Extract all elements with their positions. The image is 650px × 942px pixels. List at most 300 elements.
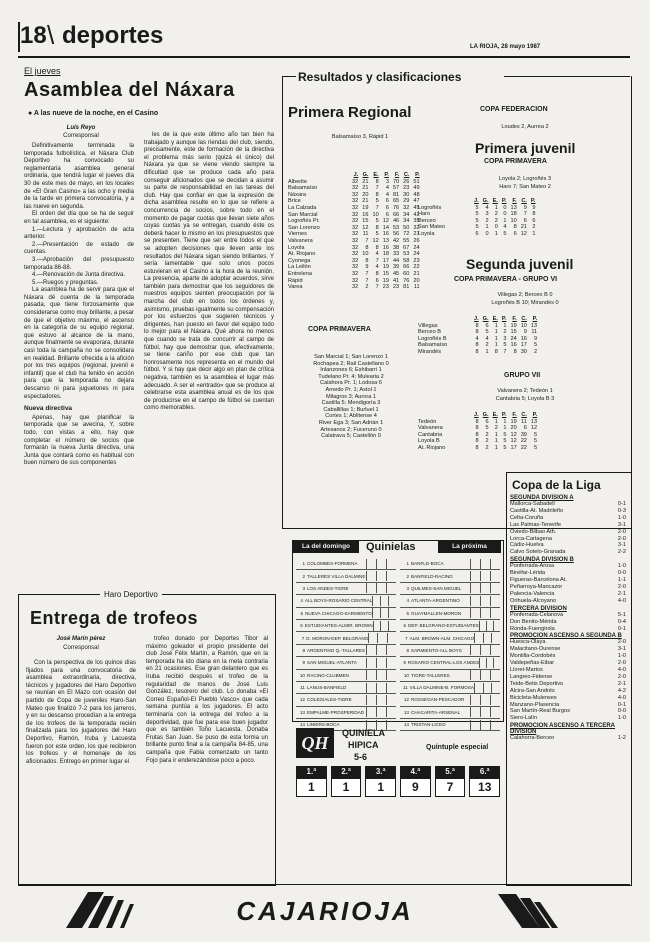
quiniela-box-1[interactable]: [470, 707, 480, 717]
stat-cell: 8: [365, 244, 369, 251]
quiniela-box-2[interactable]: [386, 720, 396, 730]
liga-score: 0-0: [617, 570, 626, 577]
quiniela-box-2[interactable]: [388, 608, 396, 618]
table-header-cell: P.: [501, 198, 507, 204]
stat-cell: 35: [413, 218, 420, 225]
quiniela-box-x[interactable]: [377, 633, 386, 643]
table-header-row: [416, 198, 538, 205]
quiniela-match: EMPALME-PROSPERIDAD: [307, 709, 365, 715]
stat-cell: 13: [530, 418, 538, 425]
table-header-cell: P.: [501, 412, 507, 418]
stat-cell: 21: [413, 270, 420, 277]
liga-section-head: PROMOCION ASCENSO A TERCERA DIVISION: [510, 723, 616, 736]
quiniela-box-2[interactable]: [386, 683, 396, 693]
quiniela-left-column: [296, 558, 396, 731]
stat-cell: 32: [352, 224, 359, 231]
table-row: [416, 329, 539, 336]
quiniela-number: 1: [406, 561, 409, 567]
copa-fed-result: Loudes 2, Aurrea 2: [501, 124, 549, 130]
quiniela-number: 10: [299, 672, 305, 678]
liga-match: Huesca-Olaya: [510, 639, 546, 646]
quiniela-box-2[interactable]: [490, 695, 500, 705]
stat-cell: 4: [485, 335, 489, 342]
quiniela-box-1[interactable]: [470, 596, 480, 606]
table-header-cell: G.: [362, 172, 369, 178]
stat-cell: 4: [375, 264, 379, 271]
team-name: Villegas: [418, 322, 438, 329]
quiniela-box-x[interactable]: [376, 571, 386, 581]
team-name: At. Riojano: [288, 251, 316, 258]
quiniela-box-x[interactable]: [480, 608, 490, 618]
stat-cell: 12: [382, 218, 389, 225]
stat-cell: 16: [510, 342, 517, 349]
stat-cell: 10: [520, 322, 527, 329]
quiniela-box-2[interactable]: [490, 571, 500, 581]
liga-match: Malacitano-Ourense: [510, 646, 561, 653]
stat-cell: 15: [510, 329, 517, 336]
stat-cell: 23: [413, 257, 420, 264]
liga-match: Calahorra-Berceo: [510, 735, 555, 742]
quiniela-box-1[interactable]: [470, 608, 480, 618]
quiniela-match: SAN MIGUEL-ATLANTA: [307, 660, 357, 666]
quiniela-box-2[interactable]: [490, 608, 500, 618]
quiniela-number: 14: [299, 722, 305, 728]
quiniela-box-x[interactable]: [380, 596, 388, 606]
quiniela-box-1[interactable]: [368, 633, 377, 643]
quiniela-number: 3: [302, 585, 305, 591]
stat-cell: 13: [382, 237, 389, 244]
quiniela-box-2[interactable]: [490, 596, 500, 606]
quiniela-box-x[interactable]: [376, 559, 386, 569]
table-row: [416, 419, 539, 426]
stat-cell: 5: [485, 425, 489, 432]
quiniela-match: BANFIELD-RACING: [411, 573, 453, 579]
stat-cell: 10: [362, 251, 369, 258]
liga-match: Ronda-Fuengirola: [510, 625, 555, 632]
stat-cell: 58: [403, 257, 410, 264]
liga-section-head: SEGUNDA DIVISION B: [510, 557, 574, 564]
stat-cell: 7: [375, 257, 379, 264]
liga-score: 1-0: [617, 715, 626, 722]
juvenil1-subtitle: COPA PRIMAVERA: [484, 158, 547, 165]
stat-cell: 8: [494, 348, 498, 355]
trofeos-title: Entrega de trofeos: [30, 608, 199, 628]
quiniela-box-1[interactable]: [366, 695, 376, 705]
liga-score: 2-0: [617, 639, 626, 646]
stat-cell: 5: [475, 211, 479, 218]
table-row: [416, 211, 538, 218]
stat-cell: 6: [485, 418, 489, 425]
team-name: Cyonega: [288, 257, 311, 264]
quiniela-number: 7: [405, 635, 408, 641]
hipica-cell: [296, 766, 327, 797]
table-row: [286, 278, 422, 285]
quiniela-box-x[interactable]: [480, 571, 490, 581]
table-header-cell: [416, 198, 472, 205]
quiniela-box-2[interactable]: [490, 583, 500, 593]
quiniela-row: [400, 694, 500, 706]
results-header: Resultados y clasificaciones: [298, 70, 462, 84]
team-name: La Calzada: [288, 204, 317, 211]
stat-cell: 5: [503, 342, 507, 349]
quiniela-box-1[interactable]: [366, 571, 376, 581]
quiniela-box-x[interactable]: [486, 621, 493, 631]
quiniela-box-1[interactable]: [470, 720, 480, 730]
quiniela-box-1[interactable]: [366, 559, 376, 569]
quiniela-number: 9: [302, 660, 305, 666]
hipica-logo: QH: [296, 728, 334, 758]
stat-cell: 5: [475, 224, 479, 231]
trofeos-kicker: Haro Deportivo: [100, 590, 162, 599]
quiniela-box-2[interactable]: [490, 707, 500, 717]
liga-match-row: [510, 549, 626, 556]
hipica-cell: [435, 766, 466, 797]
quiniela-box-1[interactable]: [366, 670, 376, 680]
quiniela-box-1[interactable]: [470, 583, 480, 593]
liga-match-row: [510, 646, 626, 653]
quiniela-box-2[interactable]: [490, 720, 500, 730]
liga-match-row: [510, 639, 626, 646]
table-row: [286, 231, 422, 238]
copa-liga-list: [510, 494, 626, 742]
liga-score: 0-4: [617, 618, 626, 625]
stat-cell: 30: [403, 191, 410, 198]
stat-cell: 15: [362, 218, 369, 225]
liga-match-row: [510, 626, 626, 633]
stat-cell: 66: [392, 211, 400, 218]
stat-cell: 34: [403, 211, 410, 218]
byline-role: Corresponsal: [63, 133, 99, 139]
quiniela-number: 10: [403, 672, 409, 678]
ad-speed-lines-left: [66, 892, 134, 928]
quiniela-match: VILLA DALMINE-B. FORMOSA: [409, 685, 474, 691]
liga-match: Orihuela-Alcoyano: [510, 597, 557, 604]
stat-cell: 1: [485, 224, 489, 231]
quiniela-number: 8: [302, 647, 305, 653]
table-header-cell: E.: [492, 316, 498, 322]
match-result: Castilla 5; Mendigoría 3: [321, 400, 381, 407]
article-column-1: [24, 143, 134, 523]
quiniela-box-1[interactable]: [470, 670, 480, 680]
stat-cell: 10: [372, 211, 379, 218]
stat-cell: 53: [392, 224, 400, 231]
paragraph: les de la que este último año tan bien ha trabajado y aunque las riendas del club, siendo, precisamente, este de formación de la directiva el problema más serio (quizá el único) del Náxara ya que se viene viendo siempre la dificultad que se produce cada año para conseguir aficionados que se decidan a asumir su parte de responsabilidad en las tareas del club. Hay que confiar en que la expresión de dicha asamblea resulte en lo que se refiere a concurrencia de socios, sobre todo en el momento de pagar cuotas que llevan siete años cuyas cuotas ya se entregan, cuando éste os deberá hacer lo mismo en los presupuestos que se presenten. Tiene que ser entre todos el que se adopten decisiones que lleven ante los resultados del Náxara sigan siendo brillantes. Y sería lamentable que solo unos pocos estuvieran en el Casino a la hora de la reunión. La presencia, aparte de adoptar acuerdos, sirve también para demostrar que los seguidores de nuestros equipos sienten preocupación por la marcha del club en todos los órdenes y, asimismo, pruebas igualmente su compensación por los esfuerzos que sugieren técnicos y dirigentes, han puesto en favor del equipo todo lo mejor para el Náxara. Qué ahora no menos que cuando se trata de concurrir al campo de fútbol, hay que demostrar que, efectivamente, se tiene cariño por ese club que tan honrosamente nos representa en el mundo del fútbol. Y si hay que decir algo en plan de crítica negativa, también es la asamblea el lugar más adecuado. A ser el «entrado» que se produce al celebrarse esta asamblea anual es de los que de producirse en el campo de fútbol se cuentan como memorables.: [144, 132, 274, 412]
quiniela-number: 3: [406, 585, 409, 591]
regional-standings: [286, 172, 422, 291]
quiniela-row: [400, 583, 500, 595]
quiniela-box-1[interactable]: [470, 645, 480, 655]
quiniela-box-x[interactable]: [483, 633, 492, 643]
quiniela-box-2[interactable]: [386, 571, 396, 581]
liga-match-row: [510, 542, 626, 549]
team-name: Haro: [418, 211, 431, 218]
liga-match-row: [510, 619, 626, 626]
quiniela-box-2[interactable]: [388, 621, 396, 631]
quiniela-box-x[interactable]: [480, 720, 490, 730]
stat-cell: 1: [494, 431, 498, 438]
ad-brand: CAJARIOJA: [236, 896, 414, 926]
table-row: [286, 212, 422, 219]
stat-cell: 19: [382, 264, 389, 271]
stat-cell: 7: [375, 185, 379, 192]
stat-cell: 21: [362, 185, 369, 192]
quiniela-match: ALM. BROWN-ALM. CHICAGO: [409, 635, 475, 641]
liga-score: 2-0: [617, 528, 626, 535]
stat-cell: 0: [503, 204, 507, 211]
stat-cell: 16: [382, 244, 389, 251]
quiniela-match: NUEVA CHICAGO-SARMIENTO: [305, 610, 372, 616]
quiniela-box-2[interactable]: [387, 633, 396, 643]
quiniela-left-label: La del domingo: [293, 541, 359, 553]
liga-score: 4-0: [617, 694, 626, 701]
match-result: Caballillas 1; Burluel 1: [323, 406, 379, 413]
liga-match: Lorca-Cartagena: [510, 535, 552, 542]
quiniela-box-1[interactable]: [474, 633, 483, 643]
stat-cell: 9: [534, 335, 538, 342]
quiniela-box-x[interactable]: [480, 559, 490, 569]
stat-cell: 26: [403, 178, 410, 185]
quiniela-box-1[interactable]: [470, 571, 480, 581]
quiniela-box-x[interactable]: [486, 658, 493, 668]
stat-cell: 2: [485, 444, 489, 451]
copa-fed-title: COPA FEDERACION: [480, 106, 548, 113]
quiniela-box-x[interactable]: [376, 645, 386, 655]
quiniela-box-x[interactable]: [380, 621, 388, 631]
stat-cell: 12: [510, 431, 517, 438]
hipica-value: 1: [365, 778, 396, 797]
stat-cell: 32: [403, 204, 410, 211]
quiniela-box-2[interactable]: [386, 670, 396, 680]
stat-cell: 6: [475, 230, 479, 237]
match-result: Rochapea 2; Rail Castellano 0: [313, 360, 389, 367]
hipica-value: 7: [435, 778, 466, 797]
stat-cell: 7: [523, 211, 527, 218]
table-row: [286, 251, 422, 258]
stat-cell: 1: [503, 322, 507, 329]
quiniela-box-x[interactable]: [376, 695, 386, 705]
quiniela-box-x[interactable]: [376, 683, 386, 693]
quiniela-match: TIGRE-TALLERES: [411, 672, 450, 678]
quiniela-box-x[interactable]: [480, 583, 490, 593]
stat-cell: 12: [372, 237, 379, 244]
quiniela-box-x[interactable]: [483, 683, 492, 693]
quiniela-box-1[interactable]: [366, 658, 376, 668]
section-title: deportes: [62, 22, 164, 49]
table-header-cell: J.: [353, 172, 359, 178]
hipica-value: 13: [469, 778, 500, 797]
stat-cell: 7: [365, 277, 369, 284]
team-name: Balsamaíso: [288, 185, 318, 192]
quiniela-box-x[interactable]: [480, 695, 490, 705]
quiniela-box-1[interactable]: [470, 559, 480, 569]
stat-cell: 23: [382, 284, 389, 291]
stat-cell: 12: [530, 425, 538, 432]
trofeos-column-1: [26, 660, 136, 880]
stat-cell: 5: [503, 431, 507, 438]
quiniela-box-2[interactable]: [493, 621, 500, 631]
liga-score: 5-1: [617, 611, 626, 618]
table-header-cell: P.: [384, 172, 389, 178]
stat-cell: 39: [520, 431, 527, 438]
paragraph: 1.—Lectura y aprobación de acta anterior.: [24, 226, 134, 241]
quiniela-box-1[interactable]: [366, 707, 376, 717]
quiniela-row: [400, 670, 500, 682]
stat-cell: 2: [534, 348, 538, 355]
liga-match-row: [510, 735, 626, 742]
stat-cell: 22: [520, 438, 527, 445]
stat-cell: 1: [494, 418, 498, 425]
quiniela-row: [400, 595, 500, 607]
stat-cell: 32: [352, 211, 359, 218]
paragraph: 2.—Presentación de estado de cuentas.: [24, 241, 134, 256]
liga-match: Ponferrada-Arosa: [510, 563, 555, 570]
liga-score: 3-1: [617, 521, 626, 528]
stat-cell: 2: [485, 217, 489, 224]
stat-cell: 8: [475, 329, 479, 336]
quiniela-box-2[interactable]: [490, 645, 500, 655]
quiniela-box-x[interactable]: [380, 608, 388, 618]
quiniela-box-x[interactable]: [376, 583, 386, 593]
quiniela-match: ATLANTA-ARGENTINO: [411, 598, 460, 604]
quiniela-row: [296, 558, 396, 570]
quiniela-number: 6: [403, 623, 407, 629]
stat-cell: 6: [375, 277, 379, 284]
liga-score: 1-2: [617, 735, 626, 742]
liga-section-head: PROMOCION ASCENSO A SEGUNDA B: [510, 633, 622, 640]
quiniela-box-1[interactable]: [366, 645, 376, 655]
liga-match: Lloret-Martos: [510, 667, 543, 674]
hipica-cell: [469, 766, 500, 797]
liga-score: 3-1: [617, 646, 626, 653]
stat-cell: 0: [485, 230, 489, 237]
quiniela-box-2[interactable]: [386, 658, 396, 668]
stat-cell: 1: [494, 204, 498, 211]
stat-cell: 32: [352, 191, 359, 198]
quiniela-match: TRISTAN-LICEO: [411, 722, 446, 728]
quiniela-box-x[interactable]: [376, 707, 386, 717]
quiniela-box-x[interactable]: [480, 645, 490, 655]
liga-match: Cádiz-Huelva: [510, 542, 544, 549]
stat-cell: 19: [362, 204, 369, 211]
liga-score: 2-0: [617, 660, 626, 667]
quiniela-number: 1: [302, 561, 305, 567]
quiniela-number: 13: [403, 709, 409, 715]
stat-cell: 7: [375, 284, 379, 291]
quiniela-box-1[interactable]: [479, 621, 486, 631]
paragraph: 5.—Ruegos y preguntas.: [32, 279, 99, 286]
hipica-label: 4.ª: [400, 766, 431, 778]
quiniela-match: ROSARIO CENTRAL-LOS ANDES: [407, 660, 480, 666]
quiniela-box-2[interactable]: [386, 695, 396, 705]
liga-match-row: [510, 653, 626, 660]
quiniela-box-1[interactable]: [366, 583, 376, 593]
team-name: Logroñés: [418, 204, 442, 211]
quiniela-box-1[interactable]: [373, 621, 381, 631]
liga-match-row: [510, 695, 626, 702]
stat-cell: 30: [520, 348, 527, 355]
quiniela-match: D. MORON-DEP. BELGRANO: [306, 635, 369, 641]
team-name: Cantabria: [418, 431, 443, 438]
liga-match: Castilla-At. Madrileño: [510, 507, 564, 514]
table-row: [416, 349, 539, 356]
team-name: Valvanera: [288, 237, 313, 244]
stat-cell: 32: [352, 244, 359, 251]
stat-cell: 42: [392, 237, 400, 244]
table-row: [286, 218, 422, 225]
stat-cell: 1: [494, 329, 498, 336]
liga-match-row: [510, 508, 626, 515]
stat-cell: 14: [382, 224, 389, 231]
quiniela-box-x[interactable]: [480, 707, 490, 717]
liga-score: 1-0: [617, 563, 626, 570]
stat-cell: 65: [392, 198, 400, 205]
stat-cell: 6: [385, 204, 389, 211]
quiniela-row: [296, 608, 396, 620]
quiniela-box-x[interactable]: [480, 596, 490, 606]
liga-match-row: [510, 522, 626, 529]
quiniela-row: [296, 657, 396, 669]
quiniela-box-2[interactable]: [388, 596, 396, 606]
stat-cell: 34: [403, 218, 410, 225]
quiniela-box-2[interactable]: [386, 583, 396, 593]
quiniela-box-x[interactable]: [480, 670, 490, 680]
quiniela-box-2[interactable]: [386, 559, 396, 569]
liga-match: Siero-Lalín: [510, 715, 538, 722]
quiniela-match: COLOMBES-FORMENA: [307, 561, 358, 567]
quiniela-number: 13: [299, 709, 305, 715]
stat-cell: 5: [375, 231, 379, 238]
quiniela-box-2[interactable]: [386, 707, 396, 717]
quiniela-box-2[interactable]: [386, 645, 396, 655]
table-row: [286, 258, 422, 265]
juvenil2-result-2: Logroñés B 10; Mirandés 0: [491, 300, 559, 306]
quiniela-box-2[interactable]: [491, 683, 500, 693]
quiniela-box-1[interactable]: [474, 683, 483, 693]
table-header-cell: F.: [394, 172, 400, 178]
stat-cell: 1: [494, 342, 498, 349]
quiniela-box-1[interactable]: [470, 695, 480, 705]
grupo7-title: GRUPO VII: [504, 372, 541, 379]
quiniela-box-2[interactable]: [490, 559, 500, 569]
quiniela-row: [296, 682, 396, 694]
quiniela-match: COLEGIALES-TIGRE: [307, 697, 352, 703]
liga-match-row: [510, 667, 626, 674]
quiniela-box-x[interactable]: [376, 670, 386, 680]
header-slash: \: [47, 20, 55, 50]
regional-result: Balsamaíso 3, Rápid 1: [331, 134, 389, 140]
stat-cell: 6: [523, 425, 527, 432]
quiniela-box-1[interactable]: [366, 683, 376, 693]
stat-cell: 17: [520, 342, 527, 349]
quiniela-box-1[interactable]: [372, 596, 380, 606]
quiniela-box-2[interactable]: [490, 670, 500, 680]
quiniela-box-2[interactable]: [493, 658, 500, 668]
quiniela-box-x[interactable]: [376, 658, 386, 668]
quiniela-row: [400, 632, 500, 644]
quiniela-box-1[interactable]: [479, 658, 486, 668]
team-name: Viernes: [288, 231, 307, 238]
stat-cell: 5: [475, 204, 479, 211]
stat-cell: 38: [392, 244, 400, 251]
liga-match: Oviedo-Bilbao Ath.: [510, 528, 557, 535]
table-row: [416, 438, 539, 445]
liga-match-row: [510, 598, 626, 605]
liga-match-row: [510, 501, 626, 508]
quiniela-box-1[interactable]: [372, 608, 380, 618]
quiniela-box-2[interactable]: [491, 633, 500, 643]
stat-cell: 5: [485, 329, 489, 336]
paragraph: Con la perspectiva de los quince días fijados para una convocatoria de asamblea extraordinaria, directiva, técnicos y jugadores del Haro Deportivo se reunían en El Mazo con ocasión del partido de Copa de juveniles Haro-San Mateo que finalizó 7-2 para los jarreros, y en su descanso procedían a la entrega de los trofeos de la temporada recién finalizada para los jugadores del Haro Deportivo, Ramón, Iruba y Lacuesta fueron por este orden, los que recibieron los trofeos y el homenaje de los aficionados. Entrego en primer lugar el: [26, 660, 136, 765]
